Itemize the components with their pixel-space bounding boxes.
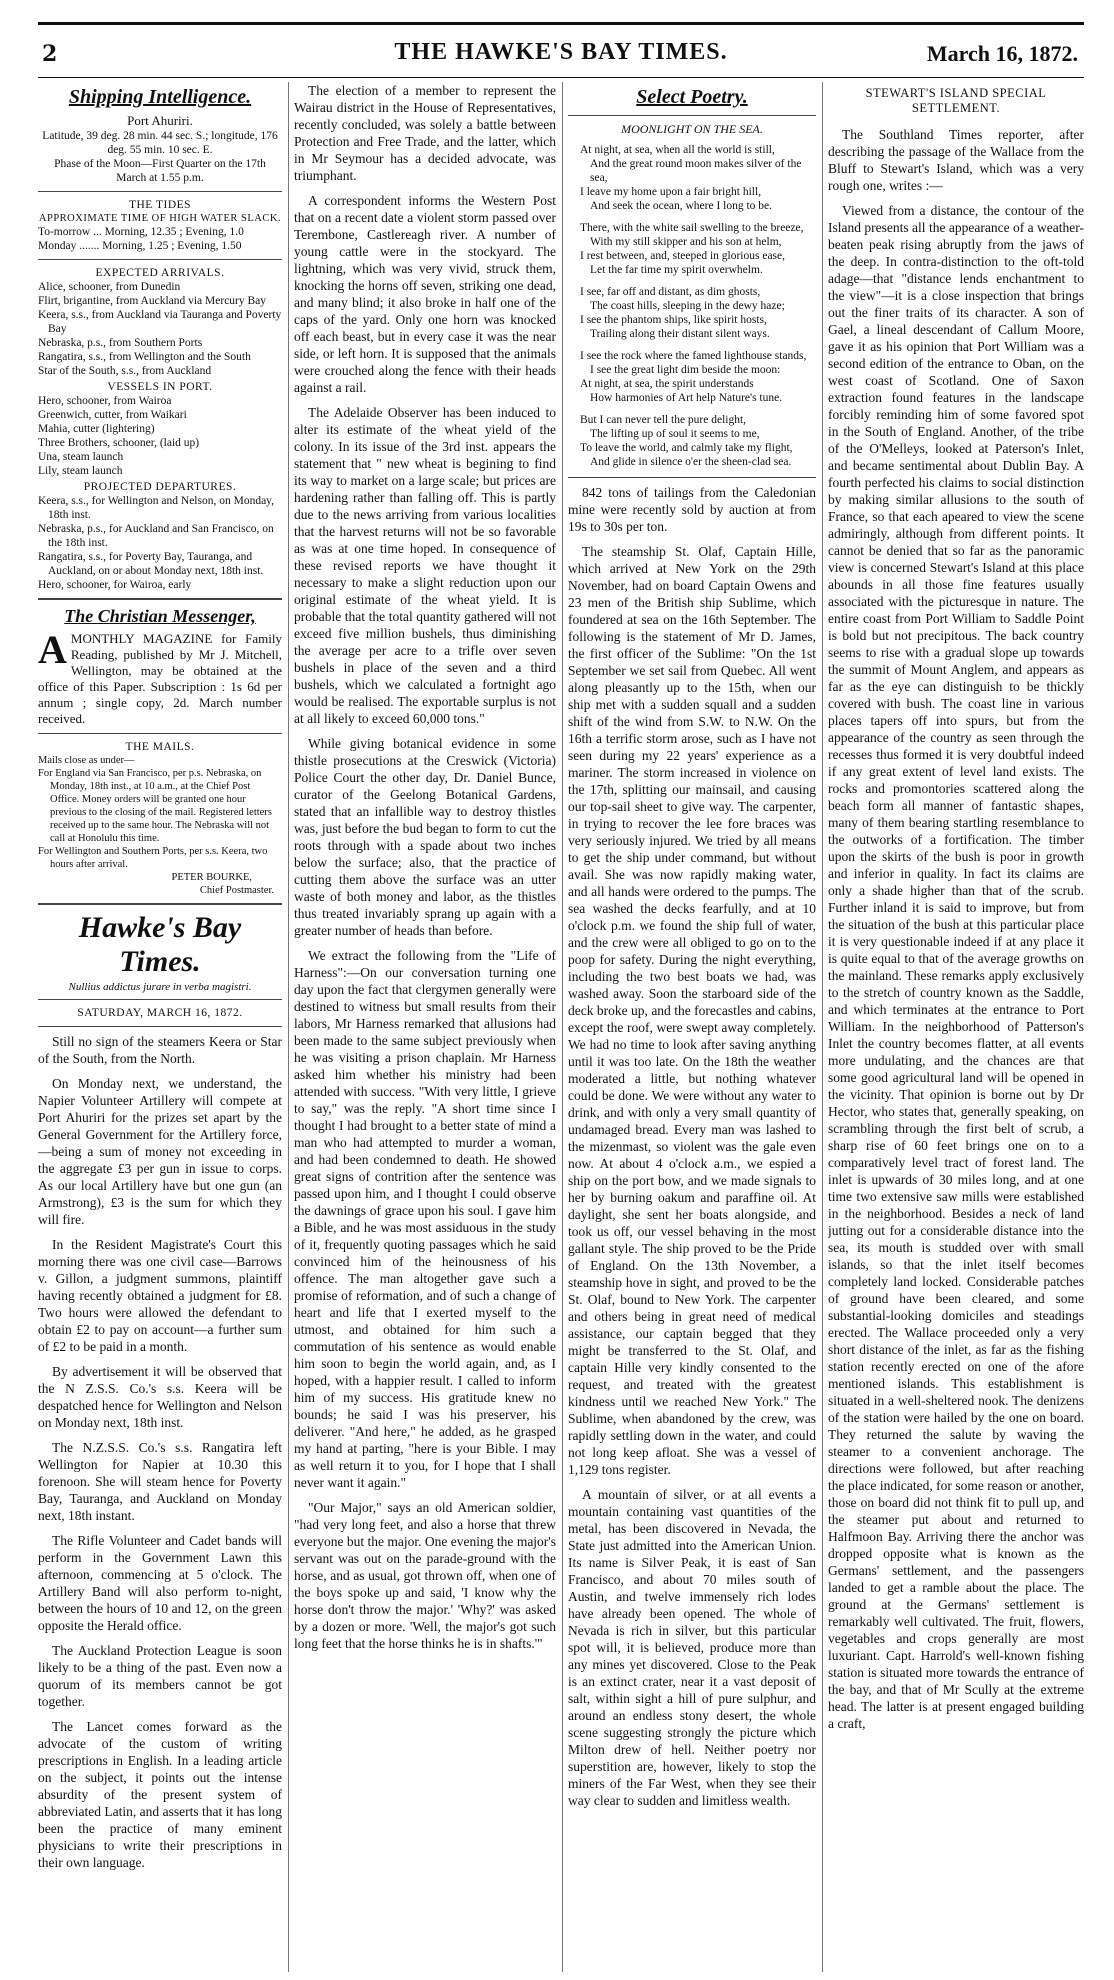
column-rule: [822, 82, 823, 1972]
issue-date: March 16, 1872.: [926, 41, 1078, 66]
port-name: Port Ahuriri.: [127, 113, 193, 128]
vessels-in-port-heading: VESSELS IN PORT.: [107, 381, 213, 393]
paragraph: Viewed from a distance, the contour of the Island presents all the appearance of a weather-beaten peak rising abruptly from the jaws of the deep. In contra-distinction to the oft-told adage—that "distance lends enchantment to the view"—it is a close inspection that brings out the finer traits of its character. A son of Gael, a lineal descendant of Callum Moore, gave it as his opinion that Port William was a second edition of the entrance to Oban, on the west coast of Scotland. One of Saxon extraction found features in the landscape forcibly reminding him of some favored spot in the South of England. Another, of the tribe of the O'Melleys, looked at Paterson's Inlet, and became sentimental about Dublin Bay. A fourth perfected his claims to social distinction by making similar allusions to the south of France, so that each apeared to view the scene admiringly, although from different points. It cannot be denied that so far as the panoramic view is concerned Stewart's Island at this place abounds in all those fine features usually associated with the picturesque in nature. The entire coast from Port William to Saddle Point is bold but not precipitous. The back country seems to rise with a gradual slope up towards the summit of Mount Anglem, and appears as far as the eye can distinguish to be thickly covered with bush. The coast line in various places tapers off into spurs, but from the appearance of the country as seen through the recesses thus formed it is very doubtful indeed if any great extent of level land exists. The rocks and promontories scattered along the beach form all manner of fantastic shapes, many of them bearing startling resemblance to the outworks of a fortification. The timber upon the skirts of the bush is poor in growth and inferior in quality. In fact its claims are only a shade higher than that of the scrub. Further inland it is said to improve, but from the situation of the bush at this particular place it is very questionable indeed if at any place it is quite equal to that of the average growths on the mainland. These remarks apply exclusively to the stretch of country known as the Saddle, and which terminates at the entrance to Port William. In the neighborhood of Patterson's Inlet the country becomes flatter, at all events more undulating, and the chances are that some good agricultural land will be opened in the vicinity. That opinion is borne out by Dr Hector, who states that, generally speaking, on scrambling through the first belt of scrub, a sharp rise of 60 feet brings one on to a comparatively level tract of forest land. The inlet is upwards of 30 miles long, and at one time two extensive saw mills were established in the neighborhood. Besides a neck of land jutting out for a considerable distance into the sea, its mouth is studded over with small islands, so that the inlet itself becomes completely land locked. Considerable patches of ground have been cleared, and some substantial-looking domiciles and steadings erected. The Wallace proceeded only a very short distance of the inlet, as far as the fishing station recently erected on one of the afore mentioned islands. This establishment is situated in a well-sheltered nook. The denizens of the station were hailed by the one on board. They returned the salute by waving the steamer to a convenient anchorage. The directions were followed, but after reaching the place indicated, for some reason or another, those on board did not think fit to pull up, and the steamer put about and returned to Halfmoon Bay. Arriving there the anchor was dropped opposite what is known as the Germans' settlement, and the passengers landed to get a ramble about the place. The ground at the Germans' settlement is remarkably well cultivated. The fruit, flowers, vegetables and crops generally are most luxuriant. Capt. Harrold's well-known fishing station is situated more towards the entrance of the bay, and that of Mr Scully at the extreme head. The latter is at present engaged building a craft,: [828, 203, 1084, 1731]
paragraph: The Lancet comes forward as the advocate of the custom of writing prescriptions in English. In a leading article on the subject, it points out the intense absurdity of the present system of abbreviated Latin, and asserts that it has long been the practice of many eminent physicians to write their prescriptions in their own language.: [38, 1719, 282, 1870]
paragraph: Still no sign of the steamers Keera or Star of the South, from the North.: [38, 1034, 282, 1066]
tide-row: Monday ....... Morning, 1.25 ; Evening, 1.50: [38, 240, 242, 252]
moon-phase: Phase of the Moon—First Quarter on the 17th March at 1.55 p.m.: [54, 158, 266, 184]
paragraph: "Our Major," says an old American soldier, "had very long feet, and also a horse that threw everyone but the major. One evening the major's servant was out on the parade-ground with the horse, and as usual, got thrown off, when one of the boys spoke up and said, 'I know why the horse don't throw the major.' 'Why?' was asked by a dozen or more. 'Well, the major's got such long feet that the horse thinks he is in shafts.'": [294, 1500, 556, 1651]
list-item: Star of the South, s.s., from Auckland: [38, 365, 212, 377]
paragraph: The Rifle Volunteer and Cadet bands will perform in the Government Lawn this afternoon, commencing at 5 o'clock. The Artillery Band will also perform to-night, between the hours of 10 and 12, on the green opposite the Herald office.: [38, 1533, 282, 1633]
vessels-in-port-list: [38, 394, 282, 478]
departures-heading: PROJECTED DEPARTURES.: [83, 481, 237, 493]
list-item: Three Brothers, schooner, (laid up): [38, 437, 200, 449]
list-item: Greenwich, cutter, from Waikari: [38, 409, 187, 421]
paragraph: On Monday next, we understand, the Napier Volunteer Artillery will compete at Port Ahuriri for the prizes set apart by the General Government for the Artillery force,—being a sum of money not exceeding in the aggregate £3 per gun in issue to corps. As our local Artillery have but one gun (an Armstrong), £3 is the sum for which they will fire.: [38, 1076, 282, 1227]
lat-long: Latitude, 39 deg. 28 min. 44 sec. S.; longitude, 176 deg. 55 min. 10 sec. E.: [42, 130, 278, 156]
shipping-heading: Shipping Intelligence.: [68, 86, 252, 108]
masthead: [38, 22, 1084, 78]
list-item: Hero, schooner, from Wairoa: [38, 395, 172, 407]
paragraph: By advertisement it will be observed that the N Z.S.S. Co.'s s.s. Keera will be despatched hence for Wellington and Nelson on Monday next, 18th inst.: [38, 1364, 282, 1430]
paragraph: While giving botanical evidence in some thistle prosecutions at the Creswick (Victoria) Police Court the other day, Dr. Daniel Bunce, curator of the Geelong Botanical Gardens, stated that an infallible way to destroy thistles was, just before the bud began to form to cut the roots through with a spade about two inches below the surface; also, that the practice of cutting them above the surface was an utter waste of both money and labor, as the thistles thus treated invariably sprang up again with a greater number of heads than before.: [294, 736, 556, 938]
list-item: Keera, s.s., from Auckland via Tauranga and Poverty Bay: [38, 309, 282, 335]
stanza: I see the rock where the famed lighthouse stands, I see the great light dim beside the moon: At night, at sea, the spirit understands How harmonies of Art help Nature's tune.: [580, 350, 807, 404]
list-item: Keera, s.s., for Wellington and Nelson, on Monday, 18th inst.: [38, 495, 275, 521]
tides-heading: THE TIDES: [128, 199, 192, 211]
list-item: Mahia, cutter (lightering): [38, 423, 155, 435]
column-2: [294, 82, 556, 1972]
departures-list: [38, 494, 282, 592]
column-1: [38, 82, 282, 1972]
paragraph: The Adelaide Observer has been induced to alter its estimate of the wheat yield of the colony. In its issue of the 3rd inst. appears the statement that " new wheat is begining to find its way to market on a large scale; but prices are hardening rather than falling off. This is partly due to the news arriving from various localities that the harvest returns will not be so favorable as was at one time hoped. In consequence of these revised reports we have thought it necessary to make a slight reduction upon our original estimate of the wheat yield. It is probable that the total quantity gathered will not exceed five million bushels, thus diminishing the average per acre to a trifle over seven bushels in place of the seven and a third bushels, which we calculated a fortnight ago would be realised. The exportable surplus is not at all likely to exceed 60,000 tons.": [294, 405, 556, 726]
dateline: SATURDAY, MARCH 16, 1872.: [77, 1007, 243, 1019]
messenger-heading: The Christian Messenger,: [64, 606, 256, 626]
newspaper-title: THE HAWKE'S BAY TIMES.: [394, 39, 728, 65]
stanza: I see, far off and distant, as dim ghosts, The coast hills, sleeping in the dewy haze; I see the phantom ships, like spirit hosts, Trailing along their distant silent ways.: [580, 286, 785, 340]
paragraph: The N.Z.S.S. Co.'s s.s. Rangatira left Wellington for Napier at 10.30 this forenoon. She will steam hence for Poverty Bay, Tauranga, and Auckland on Monday next, 18th instant.: [38, 1440, 282, 1523]
poem: [568, 143, 816, 469]
expected-arrivals-list: [38, 280, 282, 378]
list-item: Nebraska, p.s., for Auckland and San Francisco, on the 18th inst.: [38, 523, 274, 549]
postmaster-name: PETER BOURKE,: [171, 872, 252, 883]
paragraph: The election of a member to represent the Wairau district in the House of Representatives, recently concluded, was solely a battle between Protection and Free Trade, and the latter, which in Mr Seymour has a decided advocate, was triumphant.: [294, 83, 556, 183]
paragraph: A correspondent informs the Western Post that on a recent date a violent storm passed over Terembone, Castlereagh river. A number of young cattle were in the stockyard. The lightning, which was very vivid, struck them, knocking the horns off seven, striking one dead, and many blind; it also broke in half one of the caps of the yard. Only one horn was knocked off each beast, but in every case it was the near side, or left horn. It is supposed that the animals were crouched along the fence with their heads against a rail.: [294, 193, 556, 395]
mails-notice: For Wellington and Southern Ports, per s.s. Keera, two hours after arrival.: [38, 846, 268, 870]
list-item: Hero, schooner, for Wairoa, early: [38, 579, 192, 591]
column-4: [828, 82, 1084, 1972]
paragraph: 842 tons of tailings from the Caledonian mine were recently sold by auction at from 19s to 30s per ton.: [568, 485, 816, 534]
paragraph: In the Resident Magistrate's Court this morning there was one civil case—Barrows v. Gillon, a judgment summons, plaintiff having recently obtained a judgment for £8. Two hours were allowed the defendant to obtain £2 to pay on account—a further sum of £2 to be paid in a month.: [38, 1237, 282, 1354]
column-rule: [562, 82, 563, 1972]
messenger-ad: AMONTHLY MAGAZINE for Family Reading, published by Mr J. Mitchell, Wellington, may be obtained at the office of this Paper. Subscription : 1s 6d per annum ; single copy, 2d. March number received.: [38, 627, 282, 726]
paragraph: The Southland Times reporter, after describing the passage of the Wallace from the Bluff to Stewart's Island, which was a very rough one, writes :—: [828, 127, 1084, 193]
list-item: Alice, schooner, from Dunedin: [38, 281, 181, 293]
paper-motto: Nullius addictus jurare in verba magistri.: [68, 981, 252, 993]
column-3: [568, 82, 816, 1972]
editorial-paragraphs: [38, 1033, 282, 1871]
mails-heading: THE MAILS.: [125, 741, 195, 753]
list-item: Nebraska, p.s., from Southern Ports: [38, 337, 203, 349]
paragraph: The Auckland Protection League is soon likely to be a thing of the past. Even now a quorum of its members cannot be got together.: [38, 1643, 282, 1709]
stanza: But I can never tell the pure delight, The lifting up of soul it seems to me, To leave the world, and calmly take my flight, And glide in silence o'er the sheen-clad sea.: [580, 414, 793, 468]
paper-nameplate: Hawke's Bay Times.: [78, 911, 242, 978]
article-heading: STEWART'S ISLAND SPECIAL SETTLEMENT.: [865, 86, 1047, 115]
poem-title: MOONLIGHT ON THE SEA.: [621, 122, 763, 136]
stanza: There, with the white sail swelling to the breeze, With my still skipper and his son at helm, I rest between, and, steeped in glorious ease, Let the far time my spirit overwhelm.: [580, 222, 804, 276]
paragraph: The steamship St. Olaf, Captain Hille, which arrived at New York on the 29th November, had on board Captain Owens and 23 men of the British ship Sublime, which foundered at sea on the 16th September. The following is the statement of Mr D. James, the first officer of the Sublime: "On the 1st September we set sail from Quebec. All went along pleasantly up to the 15th, when our ship met with a sudden squall and a sudden shift of the wind from S.W. to N.W. On the 16th a terrific storm arose, such as I have not seen during my 22 years' experience as a mariner. The storm increased in violence on the 17th, splitting our mainsail, and causing our top-sail sheet to give way. The carpenter, in trying to recover the lee fore braces was very seriously injured. We tried by all means to get the ship under command, but without avail. She was now rapidly making water, and all hands were ordered to the pumps. The sea washed the decks fearfully, and at 10 o'clock p.m. we found the ship full of water, and the crew were all obliged to go on to the poop for safety. During the night everything, including the two best boats we had, was washed away. Soon the starboard side of the deck broke up, and the forecastles and cabins, except the roof, were swept away completely. We had no time to look after saving anything until it was too late. On the 18th the weather moderated a little, but nothing whatever could be done. We were without any water to drink, and with only a very small quantity of undamaged bread. Every man was lashed to the mizenmast, so violent was the gale even now. At about 4 o'clock a.m., we espied a ship on the port bow, and we made signals to her by burning oakum and paraffine oil. At daylight, she sent her boats alongside, and took us off, our vessel behaving in the most gallant style. The ship proved to be the Pride of England. On the 13th November, a steamship hove in sight, and proved to be the St. Olaf, bound to New York. The carpenter and others being in great need of medical assistance, our captain begged that they might be transferred to the St. Olaf, and captain Hille very kindly consented to the request, and treated with the greatest kindness until we reached New York." The Sublime, when abandoned by the crew, was rapidly settling down in the water, and could not long keep afloat. She was a vessel of 1,129 tons register.: [568, 544, 816, 1477]
mails-subheading: Mails close as under—: [38, 755, 135, 766]
list-item: Lily, steam launch: [38, 465, 123, 477]
paragraph: We extract the following from the "Life of Harness":—On our conversation turning one day upon the fact that clergymen generally were destined to witness but small results from their labors, Mr Harness remarked that allusions had been made to the same subject previously when he was visiting a prison chaplain. Mr Harness asked him whether his ministry had been attended with success. "With very little, I grieve to say," was the reply. "A short time since I thought I had brought to a better state of mind a man who had attempted to murder a woman, and had been condemned to death. He showed great signs of contrition after the sentence was passed upon him, and I thought I could observe the dawnings of grace upon his soul. I gave him a Bible, and he was most assiduous in the study of it, frequently quoting passages which he said convinced him of the heinousness of his offence. The man altogether gave such a promise of reformation, and of such a change of heart and life that I exerted myself to the utmost, and obtained for him such a commutation of his sentence as would enable him soon to begin the world again, and, as I hoped, with a happier result. I called to inform him of my success. His gratitude knew no bounds; he said I was his preserver, his deliverer. "And here," he added, as he grasped my hand at parting, "here is your Bible. I may as well return it to you, for I hope that I shall never want it again.": [294, 948, 556, 1490]
list-item: Rangatira, s.s., for Poverty Bay, Tauranga, and Auckland, on or about Monday next, 18th inst.: [38, 551, 264, 577]
tide-row: To-morrow ... Morning, 12.35 ; Evening, 1.0: [38, 226, 244, 238]
column-rule: [288, 82, 289, 1972]
list-item: Rangatira, s.s., from Wellington and the South: [38, 351, 251, 363]
list-item: Una, steam launch: [38, 451, 124, 463]
expected-arrivals-heading: EXPECTED ARRIVALS.: [95, 267, 225, 279]
postmaster-title: Chief Postmaster.: [199, 885, 274, 896]
stanza: At night, at sea, when all the world is still, And the great round moon makes silver of the sea, I leave my home upon a fair bright hill, And seek the ocean, where I long to be.: [580, 144, 802, 212]
mails-notice: For England via San Francisco, per p.s. Nebraska, on Monday, 18th inst., at 10 a.m., at the Chief Post Office. Money orders will be granted one hour previous to the closing of the mail. Registered letters received up to the same hour. The Nebraska will not call at Honolulu this time.: [38, 768, 272, 844]
paragraph: A mountain of silver, or at all events a mountain containing vast quantities of the metal, has been discovered in Nevada, the State just admitted into the American Union. Its name is Silver Peak, it is east of San Francisco, and about 70 miles south of Austin, and twelve immensely rich lodes have already been opened. The whole of Nevada is rich in silver, but this particular spot will, it is believed, produce more than any mines yet discovered. Close to the Peak is an extinct crater, near it a vast deposit of salt, within sight a hill of pure sulphur, and around an endless stony desert, the whole scene suggesting strongly the picture which Milton drew of hell. Neither poetry nor superstition are, however, likely to stop the miners of the Far West, when they see their way clear to sudden and limitless wealth.: [568, 1487, 816, 1808]
list-item: Flirt, brigantine, from Auckland via Mercury Bay: [38, 295, 267, 307]
poetry-heading: Select Poetry.: [636, 86, 748, 108]
drop-cap: A: [38, 627, 67, 672]
page-number: 2: [42, 41, 58, 67]
tides-subheading: APPROXIMATE TIME OF HIGH WATER SLACK.: [38, 213, 282, 224]
